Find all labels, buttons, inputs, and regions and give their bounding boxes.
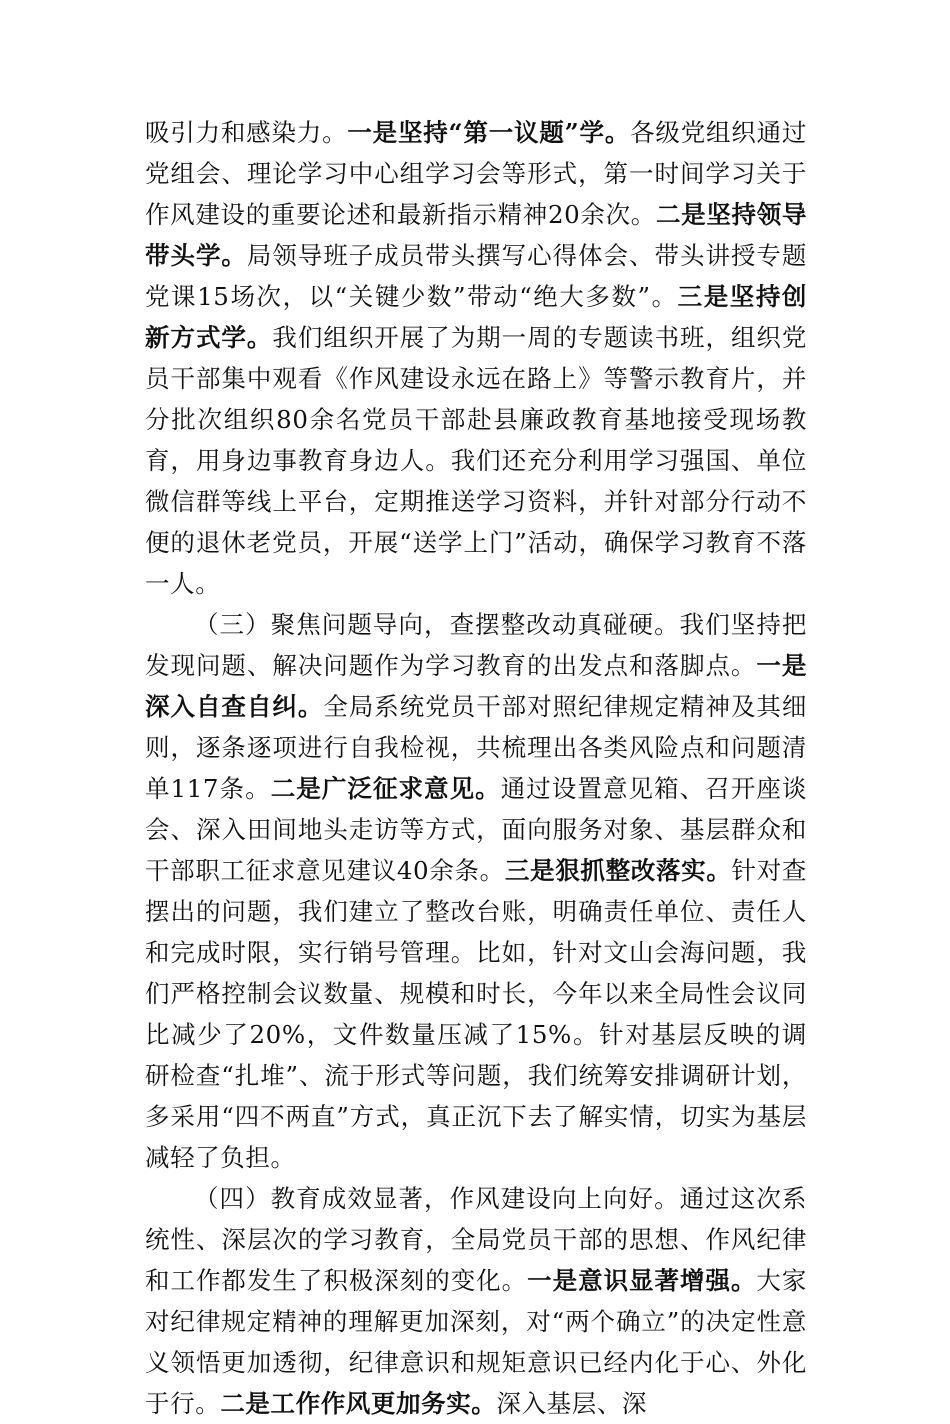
bold-heading-run: 二是广泛征求意见。 (270, 774, 501, 803)
bold-heading-run: 二是工作作风更加务实。 (220, 1389, 497, 1418)
paragraph-1 (145, 112, 807, 604)
text-run: 全局系统党员干部对照纪律规定精神及其细则，逐条逐项进行自我检视，共梳理出各类风险点和问题清单117条。 (145, 692, 808, 803)
text-run: 各级党组织通过党组会、理论学习中心组学习会等形式，第一时间学习关于作风建设的重要论述和最新指示精神20余次。 (145, 118, 807, 229)
text-run: 深入基层、深 (496, 1389, 648, 1418)
text-run: 大家对纪律规定精神的理解更加深刻，对“两个确立”的决定性意义领悟更加透彻，纪律意识和规矩意识已经内化于心、外化于行。 (145, 1266, 807, 1418)
bold-heading-run: 一是深入自查自纠。 (145, 651, 807, 721)
text-run: 通过设置意见箱、召开座谈会、深入田间地头走访等方式，面向服务对象、基层群众和干部职工征求意见建议40余条。 (145, 774, 807, 885)
text-run: 我们组织开展了为期一周的专题读书班，组织党员干部集中观看《作风建设永远在路上》等警示教育片，并分批次组织80余名党员干部赴县廉政教育基地接受现场教育，用身边事教育身边人。我们还充分利用学习强国、单位微信群等线上平台，定期推送学习资料，并针对部分行动不便的退休老党员，开展“送学上门”活动，确保学习教育不落一人。 (145, 323, 808, 598)
text-run: 针对查摆出的问题，我们建立了整改台账，明确责任单位、责任人和完成时限，实行销号管理。比如，针对文山会海问题，我们严格控制会议数量、规模和时长，今年以来全局性会议同比减少了20%，文件数量压减了15%。针对基层反映的调研检查“扎堆”、流于形式等问题，我们统筹安排调研计划，多采用“四不两直”方式，真正沉下去了解实情，切实为基层减轻了负担。 (145, 856, 807, 1172)
bold-heading-run: 一是坚持“第一议题”学。 (347, 118, 631, 147)
bold-heading-run: 三是坚持创新方式学。 (145, 282, 808, 352)
text-run: 局领导班子成员带头撰写心得体会、带头讲授专题党课15场次，以“关键少数”带动“绝大多数”。 (145, 241, 807, 311)
bold-heading-run: 一是意识显著增强。 (527, 1266, 757, 1295)
paragraph-2 (145, 604, 807, 1178)
bold-heading-run: 二是坚持领导带头学。 (145, 200, 807, 270)
document-body (145, 112, 807, 1424)
section-heading-run: （四）教育成效显著，作风建设向上向好。通过这次系统性、深层次的学习教育，全局党员干部的思想、作风纪律和工作都发生了积极深刻的变化。 (145, 1184, 807, 1295)
section-heading-run: （三）聚焦问题导向，查摆整改动真碰硬。我们坚持把发现问题、解决问题作为学习教育的出发点和落脚点。 (145, 610, 807, 680)
text-run: 吸引力和感染力。 (145, 118, 348, 147)
bold-heading-run: 三是狠抓整改落实。 (504, 856, 732, 885)
paragraph-3 (145, 1178, 807, 1424)
